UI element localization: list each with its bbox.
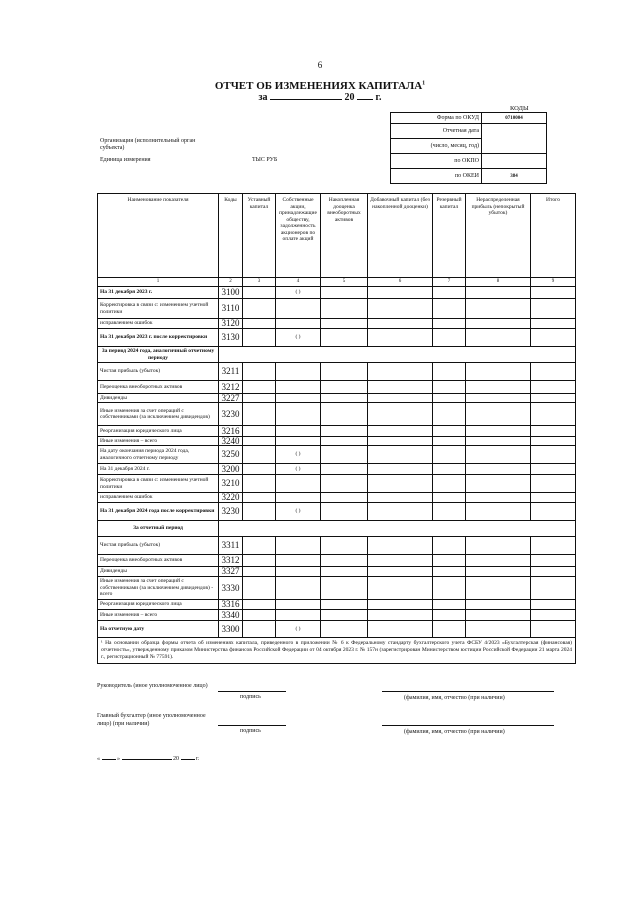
row-name: Реорганизация юридического лица xyxy=(98,600,219,610)
table-row xyxy=(98,394,576,403)
row-cell xyxy=(276,426,321,437)
row-cell xyxy=(433,394,466,403)
codes-row xyxy=(391,113,547,124)
row-cell xyxy=(433,621,466,638)
row-code: 3230 xyxy=(219,503,243,521)
row-cell xyxy=(531,610,576,621)
row-cell xyxy=(531,403,576,426)
row-name: Переоценка внеоборотных активов xyxy=(98,381,219,394)
row-cell xyxy=(368,287,433,299)
row-cell xyxy=(466,610,531,621)
table-row xyxy=(98,329,576,347)
row-cell xyxy=(276,299,321,319)
row-name: исправлением ошибок xyxy=(98,493,219,503)
row-cell xyxy=(321,577,368,600)
row-cell xyxy=(466,493,531,503)
row-cell xyxy=(466,437,531,446)
row-cell xyxy=(531,446,576,464)
row-cell xyxy=(321,394,368,403)
column-header: Наименование показателя xyxy=(98,194,219,278)
row-cell xyxy=(368,610,433,621)
row-cell xyxy=(243,329,276,347)
head-signature-label: Руководитель (иное уполномоченное лицо) xyxy=(97,683,208,689)
unit-label: Единица измерения xyxy=(100,157,151,163)
date-day-blank xyxy=(102,759,116,760)
row-cell xyxy=(321,503,368,521)
row-cell xyxy=(243,381,276,394)
row-cell xyxy=(321,363,368,381)
row-cell xyxy=(243,600,276,610)
row-cell xyxy=(368,503,433,521)
row-cell xyxy=(531,567,576,577)
head-fio-line xyxy=(382,691,554,692)
row-name: На дату окончания периода 2024 года, аналогичного отчетному периоду xyxy=(98,446,219,464)
row-cell xyxy=(466,567,531,577)
row-cell xyxy=(321,621,368,638)
row-cell xyxy=(368,381,433,394)
codes-value xyxy=(482,154,547,169)
row-cell xyxy=(466,600,531,610)
date-month-blank xyxy=(122,759,172,760)
row-cell xyxy=(276,493,321,503)
table-row xyxy=(98,403,576,426)
column-header: Уставный капитал xyxy=(243,194,276,278)
row-cell xyxy=(368,446,433,464)
row-cell xyxy=(433,381,466,394)
column-header: Накопленная дооценка внеоборотных активов xyxy=(321,194,368,278)
row-cell-bracket: ( ) xyxy=(276,446,321,464)
report-period xyxy=(0,92,640,103)
table-row xyxy=(98,426,576,437)
row-cell xyxy=(276,394,321,403)
row-cell xyxy=(276,567,321,577)
row-cell xyxy=(433,464,466,475)
row-cell xyxy=(368,299,433,319)
table-row xyxy=(98,446,576,464)
title-footnote-mark: 1 xyxy=(422,80,426,87)
row-cell xyxy=(243,394,276,403)
row-cell xyxy=(531,475,576,493)
row-cell xyxy=(466,464,531,475)
row-cell xyxy=(321,446,368,464)
codes-row xyxy=(391,169,547,184)
row-cell xyxy=(531,381,576,394)
row-cell xyxy=(466,381,531,394)
row-cell xyxy=(466,363,531,381)
row-cell xyxy=(531,493,576,503)
row-name: исправлением ошибок xyxy=(98,319,219,329)
row-cell xyxy=(466,503,531,521)
row-name: Переоценка внеоборотных активов xyxy=(98,555,219,567)
row-cell xyxy=(321,319,368,329)
row-cell xyxy=(243,555,276,567)
codes-label: (число, месяц, год) xyxy=(391,139,482,154)
table-row xyxy=(98,493,576,503)
row-cell xyxy=(368,394,433,403)
row-code: 3110 xyxy=(219,299,243,319)
row-cell xyxy=(321,567,368,577)
row-cell xyxy=(243,299,276,319)
row-code: 3220 xyxy=(219,493,243,503)
row-cell xyxy=(321,299,368,319)
row-cell-bracket: ( ) xyxy=(276,329,321,347)
date-year-blank xyxy=(181,759,195,760)
codes-value xyxy=(482,124,547,154)
codes-header: КОДЫ xyxy=(510,105,529,112)
table-row xyxy=(98,537,576,555)
table-row xyxy=(98,600,576,610)
row-cell xyxy=(368,555,433,567)
row-name: На 31 декабря 2023 г. после корректировки xyxy=(98,329,219,347)
row-code: 3211 xyxy=(219,363,243,381)
row-cell xyxy=(466,555,531,567)
row-cell xyxy=(466,287,531,299)
section-filler xyxy=(219,521,576,537)
row-name: На 31 декабря 2024 года после корректировки xyxy=(98,503,219,521)
row-cell xyxy=(321,287,368,299)
row-cell xyxy=(466,329,531,347)
row-cell xyxy=(243,287,276,299)
accountant-signature-caption: подпись xyxy=(240,728,261,734)
column-header: Резервный капитал xyxy=(433,194,466,278)
row-name: На 31 декабря 2024 г. xyxy=(98,464,219,475)
row-cell xyxy=(321,600,368,610)
section-row xyxy=(98,521,576,537)
codes-label: Форма по ОКУД xyxy=(391,113,482,124)
table-row xyxy=(98,610,576,621)
row-cell xyxy=(368,537,433,555)
row-cell-bracket: ( ) xyxy=(276,503,321,521)
row-code: 3216 xyxy=(219,426,243,437)
column-header: Собственные акции, принадлежащие обществу, задолженность акционеров по оплате акций xyxy=(276,194,321,278)
row-code: 3312 xyxy=(219,555,243,567)
unit-value: ТЫС РУБ xyxy=(252,157,278,163)
row-cell xyxy=(276,437,321,446)
row-cell xyxy=(243,464,276,475)
row-cell xyxy=(243,437,276,446)
date-suffix: г. xyxy=(196,756,200,762)
page-number: 6 xyxy=(317,60,323,70)
row-cell xyxy=(433,567,466,577)
row-cell xyxy=(368,319,433,329)
row-cell xyxy=(531,426,576,437)
row-cell-bracket: ( ) xyxy=(276,621,321,638)
row-cell xyxy=(321,403,368,426)
row-name: Реорганизация юридического лица xyxy=(98,426,219,437)
row-cell xyxy=(243,610,276,621)
report-title-text: ОТЧЕТ ОБ ИЗМЕНЕНИЯХ КАПИТАЛА xyxy=(214,80,423,92)
head-fio-caption: (фамилия, имя, отчество (при наличии) xyxy=(404,695,505,701)
row-cell xyxy=(243,319,276,329)
table-row xyxy=(98,381,576,394)
row-cell xyxy=(276,600,321,610)
row-cell xyxy=(321,493,368,503)
date-quote-open: « xyxy=(97,756,100,762)
row-cell xyxy=(433,403,466,426)
row-cell xyxy=(368,600,433,610)
period-year-blank xyxy=(357,99,373,100)
row-cell xyxy=(433,287,466,299)
row-cell xyxy=(368,475,433,493)
row-cell xyxy=(368,493,433,503)
row-cell xyxy=(433,426,466,437)
row-code: 3130 xyxy=(219,329,243,347)
row-name: Чистая прибыль (убыток) xyxy=(98,537,219,555)
section-title: За период 2024 года, аналогичный отчетному периоду xyxy=(98,347,219,363)
row-cell xyxy=(531,363,576,381)
row-name: Корректировка в связи с: изменением учетной политики xyxy=(98,475,219,493)
table-row xyxy=(98,475,576,493)
row-cell xyxy=(243,426,276,437)
row-cell xyxy=(321,329,368,347)
row-cell xyxy=(243,493,276,503)
row-cell-bracket: ( ) xyxy=(276,287,321,299)
row-cell xyxy=(466,319,531,329)
row-cell xyxy=(531,394,576,403)
section-title: За отчетный период xyxy=(98,521,219,537)
row-cell xyxy=(531,621,576,638)
row-cell xyxy=(243,475,276,493)
row-cell xyxy=(276,537,321,555)
row-cell xyxy=(276,403,321,426)
row-cell xyxy=(466,426,531,437)
codes-value: 0710004 xyxy=(482,113,547,124)
row-cell xyxy=(321,426,368,437)
row-cell xyxy=(368,464,433,475)
codes-value: 384 xyxy=(482,169,547,184)
row-cell xyxy=(321,437,368,446)
row-code: 3340 xyxy=(219,610,243,621)
row-cell xyxy=(531,555,576,567)
row-cell xyxy=(321,537,368,555)
codes-label: по ОКЕИ xyxy=(391,169,482,184)
row-cell xyxy=(276,577,321,600)
date-quote-close: » xyxy=(117,756,120,762)
row-cell xyxy=(368,403,433,426)
row-cell xyxy=(466,537,531,555)
table-row xyxy=(98,287,576,299)
row-name: Дивиденды xyxy=(98,567,219,577)
row-cell xyxy=(243,537,276,555)
row-cell xyxy=(321,464,368,475)
row-cell xyxy=(433,446,466,464)
column-number: 8 xyxy=(466,278,531,287)
section-row xyxy=(98,347,576,363)
row-code: 3250 xyxy=(219,446,243,464)
row-name: Иные изменения – всего xyxy=(98,437,219,446)
column-header: Нераспределенная прибыль (непокрытый убыток) xyxy=(466,194,531,278)
table-row xyxy=(98,464,576,475)
table-header-row xyxy=(98,194,576,278)
head-signature-caption: подпись xyxy=(240,694,261,700)
row-cell xyxy=(531,503,576,521)
row-code: 3210 xyxy=(219,475,243,493)
codes-row xyxy=(391,154,547,169)
row-cell xyxy=(531,319,576,329)
row-cell xyxy=(321,610,368,621)
period-suffix: г. xyxy=(375,92,382,103)
row-cell xyxy=(276,381,321,394)
row-cell xyxy=(466,299,531,319)
capital-changes-table xyxy=(97,193,576,664)
row-name: Иные изменения за счет операций с собственниками (за исключением дивидендов) - всего xyxy=(98,577,219,600)
row-cell xyxy=(321,475,368,493)
column-number: 4 xyxy=(276,278,321,287)
codes-row xyxy=(391,124,547,139)
row-name: Иные изменения за счет операций с собственниками (за исключением дивидендов) xyxy=(98,403,219,426)
row-cell xyxy=(433,437,466,446)
row-cell xyxy=(433,363,466,381)
row-cell xyxy=(368,577,433,600)
row-code: 3100 xyxy=(219,287,243,299)
column-numbers-row xyxy=(98,278,576,287)
row-code: 3200 xyxy=(219,464,243,475)
row-code: 3316 xyxy=(219,600,243,610)
row-code: 3120 xyxy=(219,319,243,329)
codes-table xyxy=(390,112,547,184)
period-year: 20 xyxy=(344,92,355,103)
row-code: 3330 xyxy=(219,577,243,600)
period-blank xyxy=(270,99,342,100)
footnote-row xyxy=(98,638,576,664)
row-name: Корректировка в связи с: изменением учетной политики xyxy=(98,299,219,319)
row-cell xyxy=(531,437,576,446)
accountant-fio-line xyxy=(382,725,554,726)
row-cell xyxy=(466,403,531,426)
row-cell xyxy=(433,503,466,521)
table-row xyxy=(98,621,576,638)
table-row xyxy=(98,299,576,319)
row-cell xyxy=(276,319,321,329)
accountant-signature-label: Главный бухгалтер (иное уполномоченное лицо) (при наличии) xyxy=(97,713,206,727)
date-year: 20 xyxy=(173,756,179,762)
column-number: 3 xyxy=(243,278,276,287)
head-signature-line xyxy=(218,691,286,692)
accountant-signature-line xyxy=(218,725,286,726)
row-code: 3230 xyxy=(219,403,243,426)
signature-date xyxy=(97,756,217,762)
column-number: 5 xyxy=(321,278,368,287)
row-cell xyxy=(243,403,276,426)
table-row xyxy=(98,319,576,329)
row-cell xyxy=(531,464,576,475)
row-cell xyxy=(433,299,466,319)
table-row xyxy=(98,437,576,446)
row-cell xyxy=(243,446,276,464)
row-cell xyxy=(243,621,276,638)
row-cell xyxy=(531,600,576,610)
column-number: 6 xyxy=(368,278,433,287)
row-cell xyxy=(466,577,531,600)
report-title xyxy=(0,80,640,92)
row-cell xyxy=(276,555,321,567)
row-cell xyxy=(433,610,466,621)
column-number: 9 xyxy=(531,278,576,287)
row-cell xyxy=(433,329,466,347)
row-cell xyxy=(466,446,531,464)
table-row xyxy=(98,555,576,567)
row-cell xyxy=(531,299,576,319)
row-cell xyxy=(466,621,531,638)
row-cell xyxy=(368,437,433,446)
table-row xyxy=(98,363,576,381)
row-cell xyxy=(243,567,276,577)
row-cell xyxy=(531,577,576,600)
row-cell xyxy=(321,555,368,567)
row-cell xyxy=(433,493,466,503)
row-cell xyxy=(243,503,276,521)
row-cell xyxy=(243,363,276,381)
row-cell xyxy=(466,394,531,403)
row-name: Дивиденды xyxy=(98,394,219,403)
organization-label: Организация (исполнительный орган субъекта) xyxy=(100,138,196,151)
row-cell xyxy=(466,475,531,493)
period-prefix: за xyxy=(258,92,268,103)
column-header: Коды xyxy=(219,194,243,278)
row-cell xyxy=(368,363,433,381)
codes-label: Отчетная дата xyxy=(391,124,482,139)
row-cell xyxy=(531,287,576,299)
column-header: Итого xyxy=(531,194,576,278)
row-code: 3327 xyxy=(219,567,243,577)
row-cell xyxy=(276,363,321,381)
row-cell xyxy=(531,329,576,347)
table-row xyxy=(98,503,576,521)
codes-label: по ОКПО xyxy=(391,154,482,169)
row-cell xyxy=(368,426,433,437)
row-cell xyxy=(433,577,466,600)
row-code: 3227 xyxy=(219,394,243,403)
row-code: 3300 xyxy=(219,621,243,638)
row-name: Иные изменения – всего xyxy=(98,610,219,621)
row-cell xyxy=(433,555,466,567)
row-code: 3212 xyxy=(219,381,243,394)
row-cell-bracket: ( ) xyxy=(276,464,321,475)
row-name: На 31 декабря 2023 г. xyxy=(98,287,219,299)
table-row xyxy=(98,577,576,600)
row-cell xyxy=(433,319,466,329)
row-cell xyxy=(276,475,321,493)
row-cell xyxy=(368,567,433,577)
row-cell xyxy=(243,577,276,600)
row-cell xyxy=(276,610,321,621)
column-number: 2 xyxy=(219,278,243,287)
row-name: Чистая прибыль (убыток) xyxy=(98,363,219,381)
row-cell xyxy=(321,381,368,394)
row-cell xyxy=(531,537,576,555)
column-number: 7 xyxy=(433,278,466,287)
table-row xyxy=(98,567,576,577)
footnote-text: ¹ На основании образца формы отчета об изменениях капитала, приведенного в приложении № 6 к Федеральному стандарту бухгалтерского учета ФСБУ 4/2023 «Бухгалтерская (финансовая) отчетность», утвержденному приказом Министерства финансов Российской Федерации от 04 октября 2023 г. № 157н (зарегистрирован Министерством юстиции Российской Федерации 21 марта 2024 г., регистрационный № 77591). xyxy=(98,638,576,664)
row-cell xyxy=(433,600,466,610)
row-name: На отчетную дату xyxy=(98,621,219,638)
row-cell xyxy=(368,621,433,638)
accountant-fio-caption: (фамилия, имя, отчество (при наличии) xyxy=(404,729,505,735)
row-cell xyxy=(433,537,466,555)
row-cell xyxy=(368,329,433,347)
row-code: 3311 xyxy=(219,537,243,555)
column-number: 1 xyxy=(98,278,219,287)
column-header: Добавочный капитал (без накопленной дооценки) xyxy=(368,194,433,278)
row-cell xyxy=(433,475,466,493)
row-code: 3240 xyxy=(219,437,243,446)
section-filler xyxy=(219,347,576,363)
